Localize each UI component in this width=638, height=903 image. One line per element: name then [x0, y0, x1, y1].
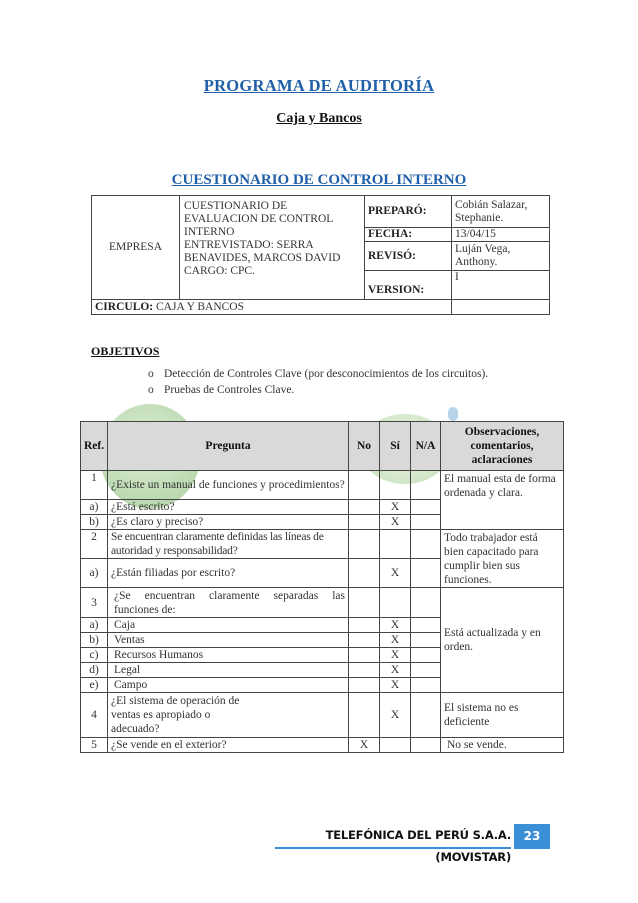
observation-cell: El manual esta de forma ordenada y clara.: [441, 471, 564, 530]
empresa-label: EMPRESA: [92, 196, 180, 300]
header-na: N/A: [411, 422, 441, 471]
circulo-value: CAJA Y BANCOS: [156, 300, 244, 313]
cuestionario-text: CUESTIONARIO DE EVALUACION DE CONTROL INTERNO: [184, 200, 333, 238]
page-number: 23: [514, 824, 550, 849]
table-row: c) Recursos Humanos X: [81, 648, 564, 663]
page-subtitle: Caja y Bancos: [276, 111, 362, 126]
table-row: a) ¿Está escrito? X: [81, 500, 564, 515]
version-label: VERSION:: [365, 271, 452, 300]
header-ref: Ref.: [81, 422, 108, 471]
questionnaire-table: [80, 421, 564, 753]
section-title: CUESTIONARIO DE CONTROL INTERNO: [171, 172, 467, 188]
objetivo-item: o Detección de Controles Clave (por desconocimientos de los circuitos).: [148, 368, 489, 380]
table-row: 3 ¿Se encuentran claramente separadas las funciones de: Está actualizada y en orden.: [81, 588, 564, 618]
objetivos-heading: OBJETIVOS: [91, 344, 160, 358]
version-value: I: [452, 271, 550, 300]
table-row: b) ¿Es claro y preciso? X: [81, 515, 564, 530]
fecha-label: FECHA:: [365, 228, 452, 242]
table-row: 5 ¿Se vende en el exterior? X No se vende.: [81, 738, 564, 753]
cuestionario-cell: [180, 196, 365, 300]
table-row: b) Ventas X: [81, 633, 564, 648]
reviso-value: Luján Vega, Anthony.: [452, 242, 550, 271]
cargo-text: CARGO: CPC.: [184, 265, 255, 277]
observation-cell: No se vende.: [441, 738, 564, 753]
circulo-label: CIRCULO:: [95, 300, 154, 313]
entrevistado-text: ENTREVISTADO: SERRA BENAVIDES, MARCOS DAVID: [184, 239, 341, 264]
table-row: a) Caja X: [81, 618, 564, 633]
table-row: d) Legal X: [81, 663, 564, 678]
observation-cell: Todo trabajador está bien capacitado para cumplir bien sus funciones.: [441, 530, 564, 588]
objetivo-item: o Pruebas de Controles Clave.: [148, 384, 295, 396]
watermark-decoration: [448, 407, 458, 421]
reviso-label: REVISÓ:: [365, 242, 452, 271]
header-observaciones: Observaciones, comentarios, aclaraciones: [441, 422, 564, 471]
preparo-value: Cobián Salazar, Stephanie.: [452, 196, 550, 228]
footer-rule: [275, 847, 511, 849]
info-table: [91, 195, 550, 315]
table-row: e) Campo X: [81, 678, 564, 693]
fecha-value: 13/04/15: [452, 228, 550, 242]
table-row: 1 ¿Existe un manual de funciones y procedimientos? El manual esta de forma ordenada y clara.: [81, 471, 564, 500]
preparo-label: PREPARÓ:: [365, 196, 452, 228]
header-pregunta: Pregunta: [108, 422, 349, 471]
circulo-cell: [92, 300, 452, 315]
page-title: PROGRAMA DE AUDITORÍA: [203, 76, 435, 95]
table-row: 2 Se encuentran claramente definidas las líneas de autoridad y responsabilidad? Todo trabajador está bien capacitado para cumplir bien sus funciones.: [81, 530, 564, 559]
table-row: a) ¿Están filiadas por escrito? X: [81, 559, 564, 588]
observation-cell: Está actualizada y en orden.: [441, 588, 564, 693]
footer-company: TELEFÓNICA DEL PERÚ S.A.A. (MOVISTAR): [325, 828, 511, 864]
header-si: Sí: [380, 422, 411, 471]
circulo-empty: [452, 300, 550, 315]
observation-cell: El sistema no es deficiente: [441, 693, 564, 738]
header-no: No: [349, 422, 380, 471]
table-row: 4 ¿El sistema de operación de ventas es apropiado o adecuado? X El sistema no es deficiente: [81, 693, 564, 738]
